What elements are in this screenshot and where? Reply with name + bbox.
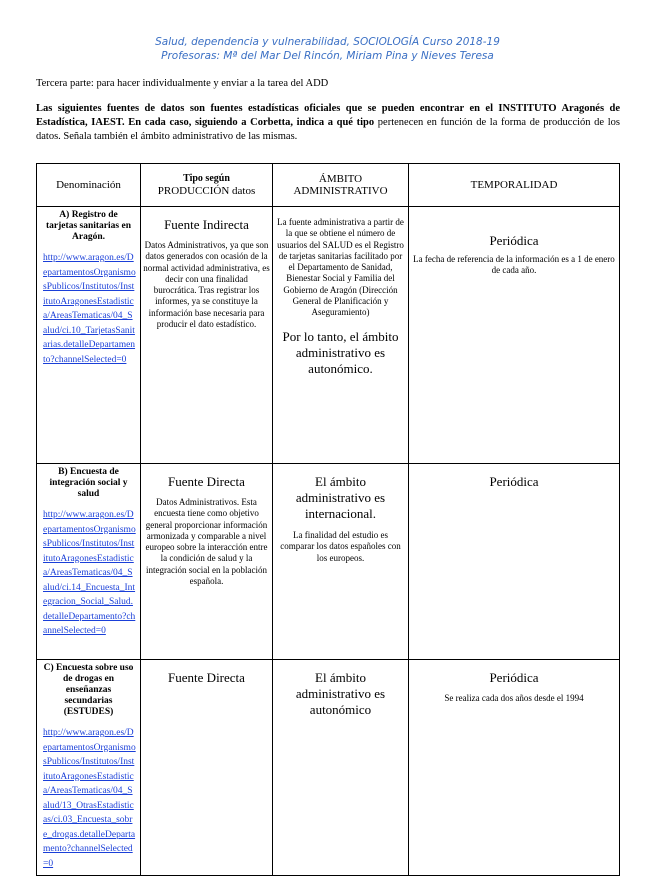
ambito-description: La finalidad del estudio es comparar los datos españoles con los europeos. xyxy=(280,530,401,563)
task-paragraph-bold: Las siguientes fuentes de datos son fuentes estadísticas oficiales que se pueden encontrar en el INSTITUTO Aragonés de Estadística, IAEST. En cada caso, siguiendo a Corbetta, indica a qué tipo xyxy=(36,103,620,128)
instructions-line: Tercera parte: para hacer individualmente y enviar a la tarea del ADD xyxy=(36,78,329,89)
row-a-temporalidad xyxy=(409,207,620,464)
header-temporalidad: TEMPORALIDAD xyxy=(409,164,620,207)
tipo-label: Fuente Directa xyxy=(168,474,245,489)
header-course-line: Salud, dependencia y vulnerabilidad, SOCIOLOGÍA Curso 2018-19 xyxy=(155,36,500,48)
temporalidad-label: Periódica xyxy=(489,474,539,489)
row-b-tipo xyxy=(141,464,273,660)
row-b-ambito xyxy=(273,464,409,660)
row-a-ambito xyxy=(273,207,409,464)
row-a-tipo xyxy=(141,207,273,464)
temporalidad-label: Periódica xyxy=(489,670,539,685)
table-row xyxy=(37,660,620,876)
tipo-description: Datos Administrativos. Esta encuesta tiene como objetivo general proporcionar información armonizada y comparable a nivel europeo sobre la interacción entre la condición de salud y la integración social en la población española. xyxy=(145,497,268,587)
ambito-label: El ámbito administrativo es autonómico xyxy=(295,670,386,717)
task-paragraph xyxy=(36,102,620,144)
row-c-temporalidad xyxy=(409,660,620,876)
row-c-ambito xyxy=(273,660,409,876)
header-ambito: ÁMBITO ADMINISTRATIVO xyxy=(273,164,409,207)
row-c-denominacion xyxy=(37,660,141,876)
ambito-label: Por lo tanto, el ámbito administrativo es autonómico. xyxy=(282,328,399,376)
header-denominacion: Denominación xyxy=(37,164,141,207)
source-name: C) Encuesta sobre uso de drogas en enseñanzas secundarias (ESTUDES) xyxy=(43,663,134,717)
sources-table xyxy=(36,163,620,876)
source-link[interactable]: http://www.aragon.es/DepartamentosOrganismosPublicos/Institutos/InstitutoAragonesEstadistica/AreasTematicas/04_Salud/13_OtrasEstadisticas/ci.03_Encuesta_sobre_drogas.detalleDepartamento?channelSelected=0 xyxy=(43,728,136,869)
row-a-denominacion xyxy=(37,207,141,464)
tipo-description: Datos Administrativos, ya que son datos generados con ocasión de la normal actividad administrativa, es decir con una finalidad burocrática. Tras registrar los informes, ya se constituye la información base necesaria para producir el dato estadístico. xyxy=(143,240,270,330)
row-b-temporalidad xyxy=(409,464,620,660)
source-name: B) Encuesta de integración social y salud xyxy=(49,467,128,499)
table-row xyxy=(37,464,620,660)
temporalidad-description: La fecha de referencia de la información es a 1 de enero de cada año. xyxy=(413,254,615,276)
tipo-label: Fuente Indirecta xyxy=(164,217,249,232)
header-tipo: Tipo según PRODUCCIÓN datos xyxy=(141,164,273,207)
table-row xyxy=(37,207,620,464)
source-name: A) Registro de tarjetas sanitarias en Aragón. xyxy=(46,210,131,242)
ambito-label: El ámbito administrativo es internacional. xyxy=(295,474,386,521)
source-link[interactable]: http://www.aragon.es/DepartamentosOrganismosPublicos/Institutos/InstitutoAragonesEstadistica/AreasTematicas/04_Salud/ci.10_TarjetasSanitarias.detalleDepartamento?channelSelected=0 xyxy=(43,253,136,365)
row-b-denominacion xyxy=(37,464,141,660)
row-c-tipo xyxy=(141,660,273,876)
tipo-label: Fuente Directa xyxy=(168,670,245,685)
ambito-description: La fuente administrativa a partir de la que se obtiene el número de usuarios del SALUD es el Registro de tarjetas sanitarias facilitado por el Departamento de Sanidad, Bienestar Social y Familia del Gobierno de Aragón (Dirección General de Planificación y Aseguramiento) xyxy=(277,217,404,318)
temporalidad-description: Se realiza cada dos años desde el 1994 xyxy=(444,693,584,703)
table-header-row xyxy=(37,164,620,207)
temporalidad-label: Periódica xyxy=(489,233,539,248)
header-professors-line: Profesoras: Mª del Mar Del Rincón, Miriam Pina y Nieves Teresa xyxy=(161,50,494,62)
source-link[interactable]: http://www.aragon.es/DepartamentosOrganismosPublicos/Institutos/InstitutoAragonesEstadistica/AreasTematicas/04_Salud/ci.14_Encuesta_Integracion_Social_Salud.detalleDepartamento?channelSelected=0 xyxy=(43,510,136,636)
task-paragraph-rest: pertenecen en función de la forma de producción de los datos. Señala también el ámbito administrativo de las mismas. xyxy=(36,117,620,142)
